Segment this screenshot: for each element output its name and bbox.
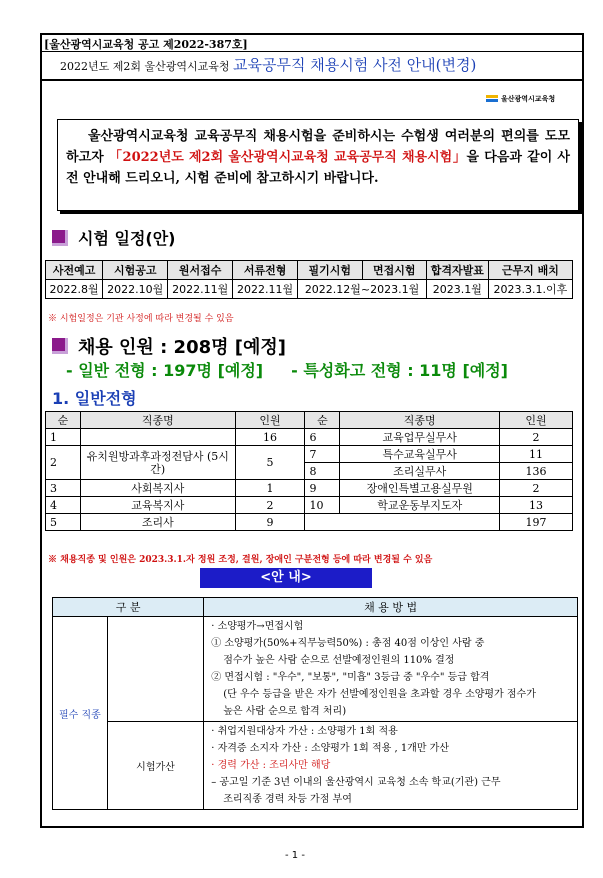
bonus-line: · 경력 가산 : 조리사만 해당 xyxy=(211,760,331,771)
intro-text-1: 울산광역시교육청 교육공무직 채용시험을 준비하시는 수험생 여러분의 편의를 도모하고자 xyxy=(66,129,570,165)
bonus-cell xyxy=(204,722,578,810)
table-cell: 3 xyxy=(46,480,81,497)
recruit-heading-text: 채용 인원 : 208명 [예정] xyxy=(78,337,287,358)
guide-banner: <안 내> xyxy=(200,568,372,588)
square-bullet-icon xyxy=(52,338,68,354)
special-count: - 특성화고 전형 : 11명 [예정] xyxy=(291,361,508,380)
method-line: ① 소양평가(50%+직무능력50%) : 총점 40점 이상인 사람 중 xyxy=(211,638,485,649)
bonus-line: 조리직종 경력 차등 가점 부여 xyxy=(223,794,352,805)
table-header-cell: 원서접수 xyxy=(168,261,233,280)
square-bullet-icon xyxy=(52,230,68,246)
recruit-heading xyxy=(52,333,286,359)
table-header-cell: 합격자발표 xyxy=(427,261,489,280)
table-cell xyxy=(305,514,500,531)
table-cell: 5 xyxy=(46,514,81,531)
table-cell: 9 xyxy=(235,514,305,531)
table-cell: 2022.11월 xyxy=(168,280,233,299)
table-header-cell: 인원 xyxy=(500,412,573,429)
bonus-line: · 자격증 소지자 가산 : 소양평가 1회 적용 , 1개만 가산 xyxy=(211,743,449,754)
table-cell: 2 xyxy=(500,480,573,497)
schedule-note: ※ 시험일정은 기관 사정에 따라 변경될 수 있음 xyxy=(48,314,234,324)
positions-note: ※ 채용직종 및 인원은 2023.3.1.자 정원 조정, 결원, 장애인 구분전형 등에 따라 변경될 수 있음 xyxy=(48,555,433,565)
title-prefix: 2022년도 제2회 울산광역시교육청 xyxy=(60,60,230,73)
table-cell: 2022.8월 xyxy=(46,280,103,299)
table-header-cell: 서류전형 xyxy=(233,261,298,280)
divider xyxy=(40,51,584,52)
bonus-label: 시험가산 xyxy=(107,722,203,810)
table-cell: 2022.11월 xyxy=(233,280,298,299)
schedule-heading-text: 시험 일정(안) xyxy=(78,229,176,248)
table-row xyxy=(46,280,573,299)
table-header-cell: 구 분 xyxy=(53,598,204,617)
table-row xyxy=(53,722,578,810)
table-cell: 2022.10월 xyxy=(103,280,168,299)
total-cell: 197 xyxy=(500,514,573,531)
table-row xyxy=(46,480,573,497)
table-cell: 136 xyxy=(500,463,573,480)
table-header-row xyxy=(46,261,573,280)
table-header-cell: 근무지 배치 xyxy=(488,261,572,280)
table-cell: 16 xyxy=(235,429,305,446)
method-line: 높은 사람 순으로 합격 처리) xyxy=(223,706,347,717)
logo-icon xyxy=(486,95,498,103)
title-highlight: 교육공무직 채용시험 사전 안내(변경) xyxy=(233,56,477,74)
table-cell: 2 xyxy=(235,497,305,514)
table-row xyxy=(46,446,573,463)
table-cell: 7 xyxy=(305,446,340,463)
schedule-table xyxy=(45,260,573,299)
table-row xyxy=(46,429,573,446)
table-cell: 2 xyxy=(500,429,573,446)
general-count: - 일반 전형 : 197명 [예정] xyxy=(66,361,264,380)
table-cell: 4 xyxy=(46,497,81,514)
table-cell: 2022.12월~2023.1월 xyxy=(298,280,427,299)
intro-text-2: 을 다음과 같이 사전 안내해 드리오니, 시험 준비에 참고하시기 바랍니다. xyxy=(66,150,570,186)
method-line: · 소양평가→면접시험 xyxy=(211,621,304,632)
table-header-cell: 직종명 xyxy=(340,412,500,429)
table-cell xyxy=(107,617,203,722)
logo xyxy=(486,94,555,104)
method-line: (단 우수 등급을 받은 자가 선발예정인원을 초과할 경우 소양평가 점수가 xyxy=(223,689,536,700)
recruit-breakdown xyxy=(66,358,508,381)
bonus-line: – 공고일 기준 3년 이내의 울산광역시 교육청 소속 학교(기관) 근무 xyxy=(211,777,501,788)
table-cell: 2023.3.1.이후 xyxy=(488,280,572,299)
table-cell: 13 xyxy=(500,497,573,514)
table-header-row xyxy=(53,598,578,617)
table-cell: 11 xyxy=(500,446,573,463)
table-row xyxy=(53,617,578,722)
notice-number: [울산광역시교육청 공고 제2022-387호] xyxy=(44,38,248,51)
table-cell xyxy=(80,429,235,446)
intro-highlight: 「2022년도 제2회 울산광역시교육청 교육공무직 채용시험」 xyxy=(108,150,467,165)
table-cell: 2 xyxy=(46,446,81,480)
table-cell: 1 xyxy=(46,429,81,446)
table-cell: 1 xyxy=(235,480,305,497)
table-header-cell: 순 xyxy=(305,412,340,429)
table-header-cell: 면접시험 xyxy=(362,261,427,280)
positions-table xyxy=(45,411,573,531)
divider xyxy=(40,79,584,81)
table-header-row xyxy=(46,412,573,429)
table-cell: 10 xyxy=(305,497,340,514)
table-cell: 조리실무사 xyxy=(340,463,500,480)
table-cell: 8 xyxy=(305,463,340,480)
intro-box xyxy=(57,119,579,211)
category-cell: 필수 직종 xyxy=(53,617,108,810)
table-cell: 교육복지사 xyxy=(80,497,235,514)
table-cell: 교육업무실무사 xyxy=(340,429,500,446)
table-cell: 조리사 xyxy=(80,514,235,531)
table-row xyxy=(46,497,573,514)
guide-table xyxy=(52,597,578,810)
table-header-cell: 직종명 xyxy=(80,412,235,429)
method-line: ② 면접시험 : "우수", "보통", "미흡" 3등급 중 "우수" 등급 합격 xyxy=(211,672,490,683)
table-header-cell: 순 xyxy=(46,412,81,429)
table-cell: 특수교육실무사 xyxy=(340,446,500,463)
page-title xyxy=(60,54,476,75)
table-header-cell: 필기시험 xyxy=(298,261,362,280)
table-header-cell: 사전예고 xyxy=(46,261,103,280)
table-cell: 장애인특별고용실무원 xyxy=(340,480,500,497)
general-section-heading: 1. 일반전형 xyxy=(52,389,137,408)
table-cell: 5 xyxy=(235,446,305,480)
page-number: - 1 - xyxy=(285,850,305,861)
schedule-heading xyxy=(52,226,175,249)
table-cell: 사회복지사 xyxy=(80,480,235,497)
logo-text: 울산광역시교육청 xyxy=(501,95,556,103)
table-row xyxy=(46,514,573,531)
table-cell: 2023.1월 xyxy=(427,280,489,299)
table-header-cell: 채 용 방 법 xyxy=(204,598,578,617)
method-cell xyxy=(204,617,578,722)
table-cell: 6 xyxy=(305,429,340,446)
table-cell: 9 xyxy=(305,480,340,497)
table-header-cell: 인원 xyxy=(235,412,305,429)
table-cell: 유치원방과후과정전담사 (5시간) xyxy=(80,446,235,480)
table-cell: 학교운동부지도자 xyxy=(340,497,500,514)
method-line: 점수가 높은 사람 순으로 선발예정인원의 110% 결정 xyxy=(223,655,455,666)
bonus-line: · 취업지원대상자 가산 : 소양평가 1회 적용 xyxy=(211,726,398,737)
table-header-cell: 시험공고 xyxy=(103,261,168,280)
